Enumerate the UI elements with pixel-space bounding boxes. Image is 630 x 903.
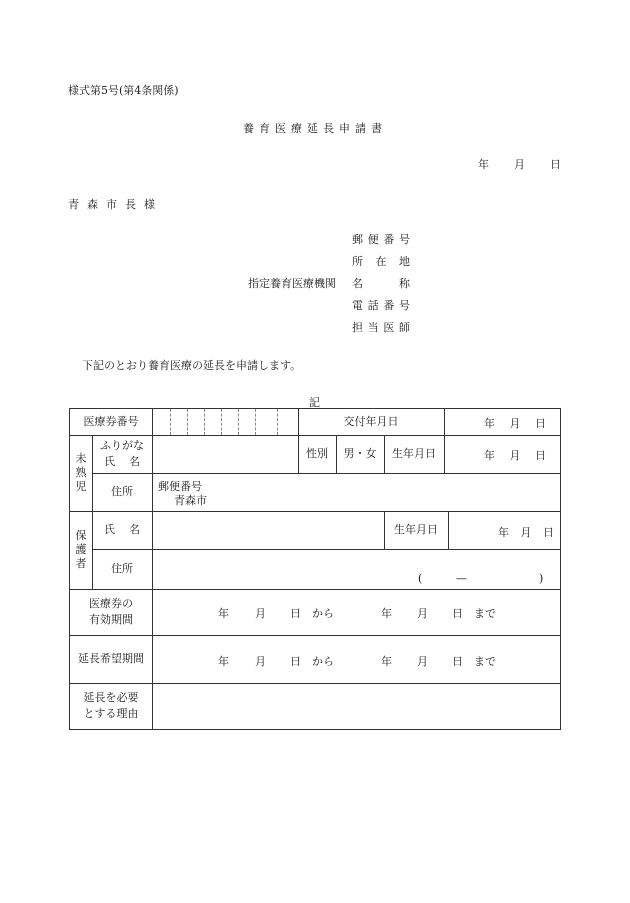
cert-number-label: 医療券番号 [83,415,139,429]
guardian-address-label: 住所 [111,562,133,576]
postal-prefix: 郵便番号 [158,480,202,493]
child-name-label: ふりがな 氏 名 [100,439,144,468]
date-day: 日 [550,158,561,171]
application-table [69,408,561,730]
extension-period-range: 年 月 日 から 年 月 日 まで [218,655,496,668]
date-month: 月 [514,158,525,171]
child-address-label: 住所 [111,485,133,499]
location-label: 所 在 地 [352,255,410,268]
doctor-label: 担 当 医 師 [352,321,410,334]
intro-text: 下記のとおり養育医療の延長を申請します。 [82,359,302,372]
phone-label: 電 話 番 号 [352,299,410,312]
guardian-group-label: 保 護 者 [75,528,87,571]
issue-date-label: 交付年月日 [343,415,399,429]
guardian-birth-ymd: 年 月 日 [498,526,554,539]
issue-date-ymd: 年 月 日 [484,417,546,430]
institution-name-label: 名 称 [352,277,410,290]
gender-value: 男・女 [343,447,377,461]
extension-period-label: 延長希望期間 [78,652,144,666]
validity-period-label: 医療券の 有効期間 [89,597,133,626]
ki-heading: 記 [309,396,320,409]
phone-close-paren: ) [539,572,544,585]
addressee: 青森市長様 [68,198,163,211]
date-year: 年 [478,158,489,171]
gender-label: 性別 [306,447,328,461]
validity-period-range: 年 月 日 から 年 月 日 まで [218,607,496,620]
city-name: 青森市 [174,494,207,507]
child-birth-ymd: 年 月 日 [484,449,546,462]
institution-label: 指定養育医療機関 [248,277,336,290]
child-birth-label: 生年月日 [392,447,436,461]
reason-label: 延長を必要 とする理由 [83,691,139,720]
postal-code-label: 郵 便 番 号 [352,233,410,246]
guardian-birth-label: 生年月日 [394,523,438,537]
form-number: 様式第5号(第4条関係) [68,84,179,97]
guardian-name-label: 氏 名 [104,523,140,537]
phone-open-paren: ( [418,572,423,585]
child-name-text: 氏 名 [104,455,140,468]
phone-dash: — [456,572,467,585]
page-title: 養育医療延長申請書 [243,122,387,135]
child-group-label: 未 熟 児 [75,451,87,494]
